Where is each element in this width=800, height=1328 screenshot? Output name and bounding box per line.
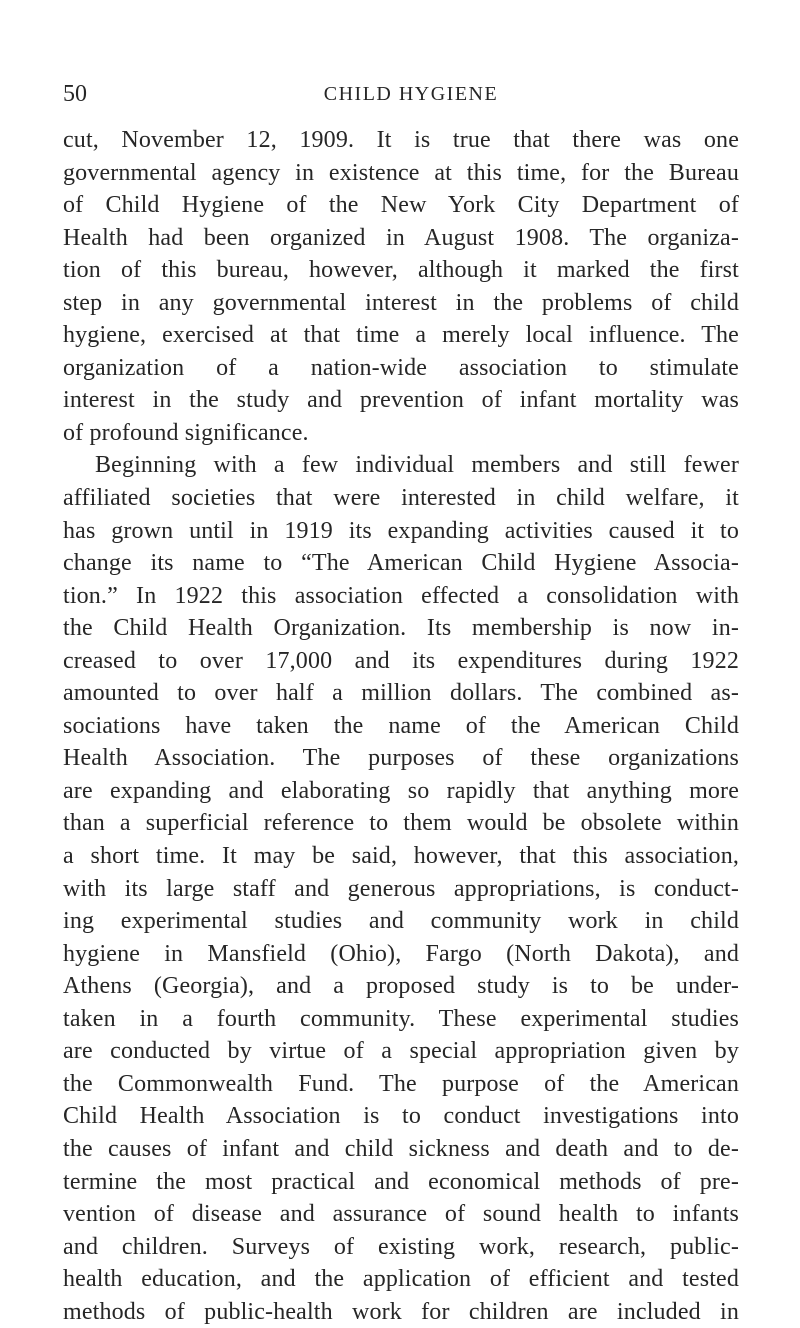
text-line: vention of disease and assurance of sound health to infants: [63, 1201, 739, 1228]
text-line: of profound significance.: [63, 419, 309, 446]
text-line: tion.” In 1922 this association effected a consolidation with: [63, 582, 739, 609]
page-number: 50: [63, 81, 87, 107]
text-line: organization of a nation-wide association to stimulate: [63, 354, 739, 381]
text-line: Athens (Georgia), and a proposed study is to be under-: [63, 973, 739, 1000]
text-line: hygiene, exercised at that time a merely local influence. The: [63, 322, 739, 349]
text-line: Beginning with a few individual members and still fewer: [95, 452, 739, 479]
text-line: interest in the study and prevention of infant mortality was: [63, 387, 739, 414]
body-text: [63, 124, 739, 1328]
text-line: termine the most practical and economical methods of pre-: [63, 1168, 739, 1195]
text-line: creased to over 17,000 and its expenditures during 1922: [63, 647, 739, 674]
text-line: are expanding and elaborating so rapidly that anything more: [63, 777, 739, 804]
text-line: the causes of infant and child sickness and death and to de-: [63, 1135, 739, 1162]
text-line: health education, and the application of efficient and tested: [63, 1266, 739, 1293]
text-line: than a superficial reference to them would be obsolete within: [63, 810, 739, 837]
text-line: Health Association. The purposes of these organizations: [63, 745, 739, 772]
text-line: the Commonwealth Fund. The purpose of the American: [63, 1070, 739, 1097]
text-line: sociations have taken the name of the American Child: [63, 712, 739, 739]
text-line: governmental agency in existence at this time, for the Bureau: [63, 159, 739, 186]
text-line: change its name to “The American Child Hygiene Associa-: [63, 550, 739, 577]
text-line: with its large staff and generous appropriations, is conduct-: [63, 875, 739, 902]
text-line: Child Health Association is to conduct investigations into: [63, 1103, 739, 1130]
text-line: ing experimental studies and community work in child: [63, 908, 739, 935]
text-line: a short time. It may be said, however, that this association,: [63, 843, 739, 870]
running-head: [63, 78, 739, 110]
text-line: Health had been organized in August 1908. The organiza-: [63, 224, 739, 251]
text-line: hygiene in Mansfield (Ohio), Fargo (North Dakota), and: [63, 940, 739, 967]
text-line: and children. Surveys of existing work, research, public-: [63, 1233, 739, 1260]
text-line: the Child Health Organization. Its membership is now in-: [63, 615, 739, 642]
text-line: has grown until in 1919 its expanding activities caused it to: [63, 517, 739, 544]
text-line: methods of public-health work for children are included in: [63, 1298, 739, 1325]
text-line: are conducted by virtue of a special appropriation given by: [63, 1038, 739, 1065]
text-line: of Child Hygiene of the New York City Department of: [63, 192, 739, 219]
text-line: step in any governmental interest in the problems of child: [63, 289, 739, 316]
text-line: tion of this bureau, however, although it marked the first: [63, 257, 739, 284]
text-line: taken in a fourth community. These experimental studies: [63, 1005, 739, 1032]
text-line: affiliated societies that were interested in child welfare, it: [63, 485, 739, 512]
running-title: CHILD HYGIENE: [323, 83, 499, 105]
text-line: cut, November 12, 1909. It is true that there was one: [63, 127, 739, 153]
text-line: amounted to over half a million dollars. The combined as-: [63, 680, 739, 707]
